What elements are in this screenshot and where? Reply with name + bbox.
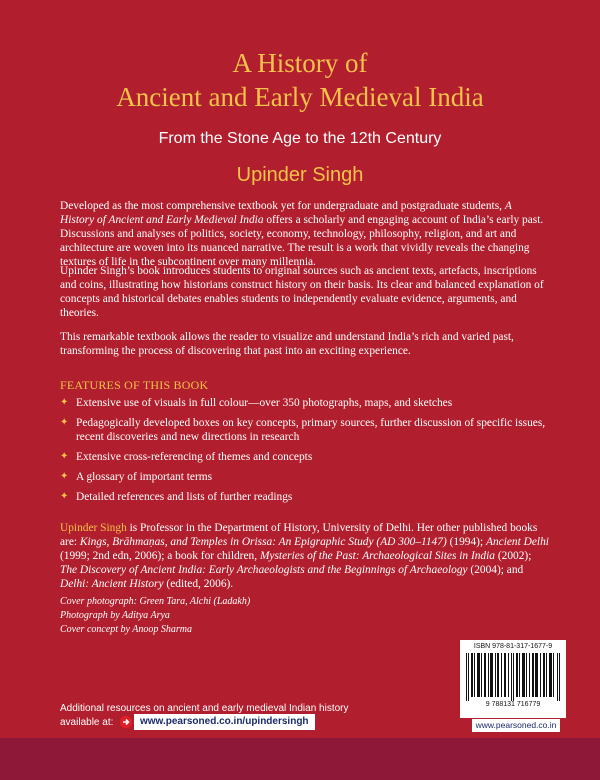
bullet-icon: ✦ bbox=[60, 451, 69, 462]
isbn-barcode bbox=[460, 640, 566, 718]
bio-text: (1994); bbox=[446, 536, 486, 548]
author-name: Upinder Singh bbox=[236, 164, 364, 186]
book-title-line-1: A History of bbox=[232, 48, 368, 78]
feature-item bbox=[60, 490, 550, 504]
additional-resources-text: Additional resources on ancient and early medieval Indian history bbox=[60, 703, 349, 714]
feature-text: Pedagogically developed boxes on key concepts, primary sources, further discussion of specific issues, recent discoveries and new directions in research bbox=[76, 417, 546, 443]
bullet-icon: ✦ bbox=[60, 491, 69, 502]
bullet-icon: ✦ bbox=[60, 471, 69, 482]
bio-book-title: The Discovery of Ancient India: Early Archaeologists and the Beginnings of Archaeology bbox=[60, 564, 468, 576]
feature-text: A glossary of important terms bbox=[76, 471, 213, 483]
bio-text: (2002); bbox=[495, 550, 532, 562]
book-title-line-2: Ancient and Early Medieval India bbox=[116, 82, 484, 112]
cover-concept-credit: Cover concept by Anoop Sharma bbox=[60, 624, 193, 635]
isbn-text: ISBN 978-81-317-1677-9 bbox=[473, 643, 553, 650]
bio-book-title: Mysteries of the Past: Archaeological Sites in India bbox=[259, 550, 495, 562]
feature-item bbox=[60, 470, 550, 484]
resources-url-link[interactable]: www.pearsoned.co.in/upindersingh bbox=[134, 714, 315, 730]
book-subtitle: From the Stone Age to the 12th Century bbox=[158, 130, 442, 147]
feature-item bbox=[60, 450, 550, 464]
available-at-label: available at: bbox=[60, 717, 114, 728]
bio-text: (2004); and bbox=[467, 564, 524, 576]
bullet-icon: ✦ bbox=[60, 417, 69, 428]
description-paragraph-1 bbox=[60, 199, 548, 269]
features-list bbox=[60, 396, 550, 510]
bio-book-title: Ancient Delhi bbox=[485, 536, 549, 548]
barcode-icon bbox=[466, 653, 560, 701]
bio-text: is Professor in the Department of History, University of Delhi. Her other published books are: bbox=[60, 522, 538, 548]
photographer-credit: Photograph by Aditya Arya bbox=[60, 610, 170, 621]
feature-item bbox=[60, 416, 550, 444]
bottom-color-band bbox=[0, 738, 600, 780]
publisher-url-link[interactable]: www.pearsoned.co.in bbox=[472, 719, 560, 732]
bio-text: (1999; 2nd edn, 2006); a book for children, bbox=[60, 550, 260, 562]
p1-text-start: Developed as the most comprehensive textbook yet for undergraduate and postgraduate students, bbox=[60, 200, 505, 212]
bio-book-title: Delhi: Ancient History bbox=[60, 578, 164, 590]
arrow-right-icon bbox=[120, 716, 132, 728]
description-paragraph-3: This remarkable textbook allows the reader to visualize and understand India’s rich and varied past, transforming the process of discovering that past into an exciting experience. bbox=[60, 331, 514, 357]
description-paragraph-2: Upinder Singh’s book introduces students to original sources such as ancient texts, artefacts, inscriptions and coins, illustrating how historians construct history on their basis. Its clear and balanced explanation of concepts and historical debates enables students to independently evaluate evidence, arguments, and theories. bbox=[60, 265, 544, 319]
feature-text: Extensive cross-referencing of themes and concepts bbox=[76, 451, 313, 463]
features-heading: FEATURES OF THIS BOOK bbox=[60, 378, 209, 392]
bio-book-title: Kings, Brāhmaṇas, and Temples in Orissa: An Epigraphic Study (AD 300–1147) bbox=[79, 536, 447, 548]
p1-book-title: A History of Ancient and Early Medieval India bbox=[60, 200, 512, 226]
feature-text: Detailed references and lists of further readings bbox=[76, 491, 293, 503]
barcode-digits: 9 788131 716779 bbox=[485, 701, 541, 708]
author-bio bbox=[60, 521, 550, 591]
cover-photo-credit: Cover photograph: Green Tara, Alchi (Ladakh) bbox=[60, 596, 251, 607]
p1-text-end: offers a scholarly and engaging account of India’s early past. Discussions and analyses of politics, society, economy, technology, philosophy, religion, and art and architecture are woven into its nuanced narrative. The result is a work that vividly reveals the changing textures of life in the subcontinent over many millennia. bbox=[60, 214, 544, 268]
bio-text: (edited, 2006). bbox=[163, 578, 234, 590]
feature-text: Extensive use of visuals in full colour—over 350 photographs, maps, and sketches bbox=[76, 397, 453, 409]
bullet-icon: ✦ bbox=[60, 397, 69, 408]
bio-author-name: Upinder Singh bbox=[60, 522, 127, 534]
feature-item bbox=[60, 396, 550, 410]
